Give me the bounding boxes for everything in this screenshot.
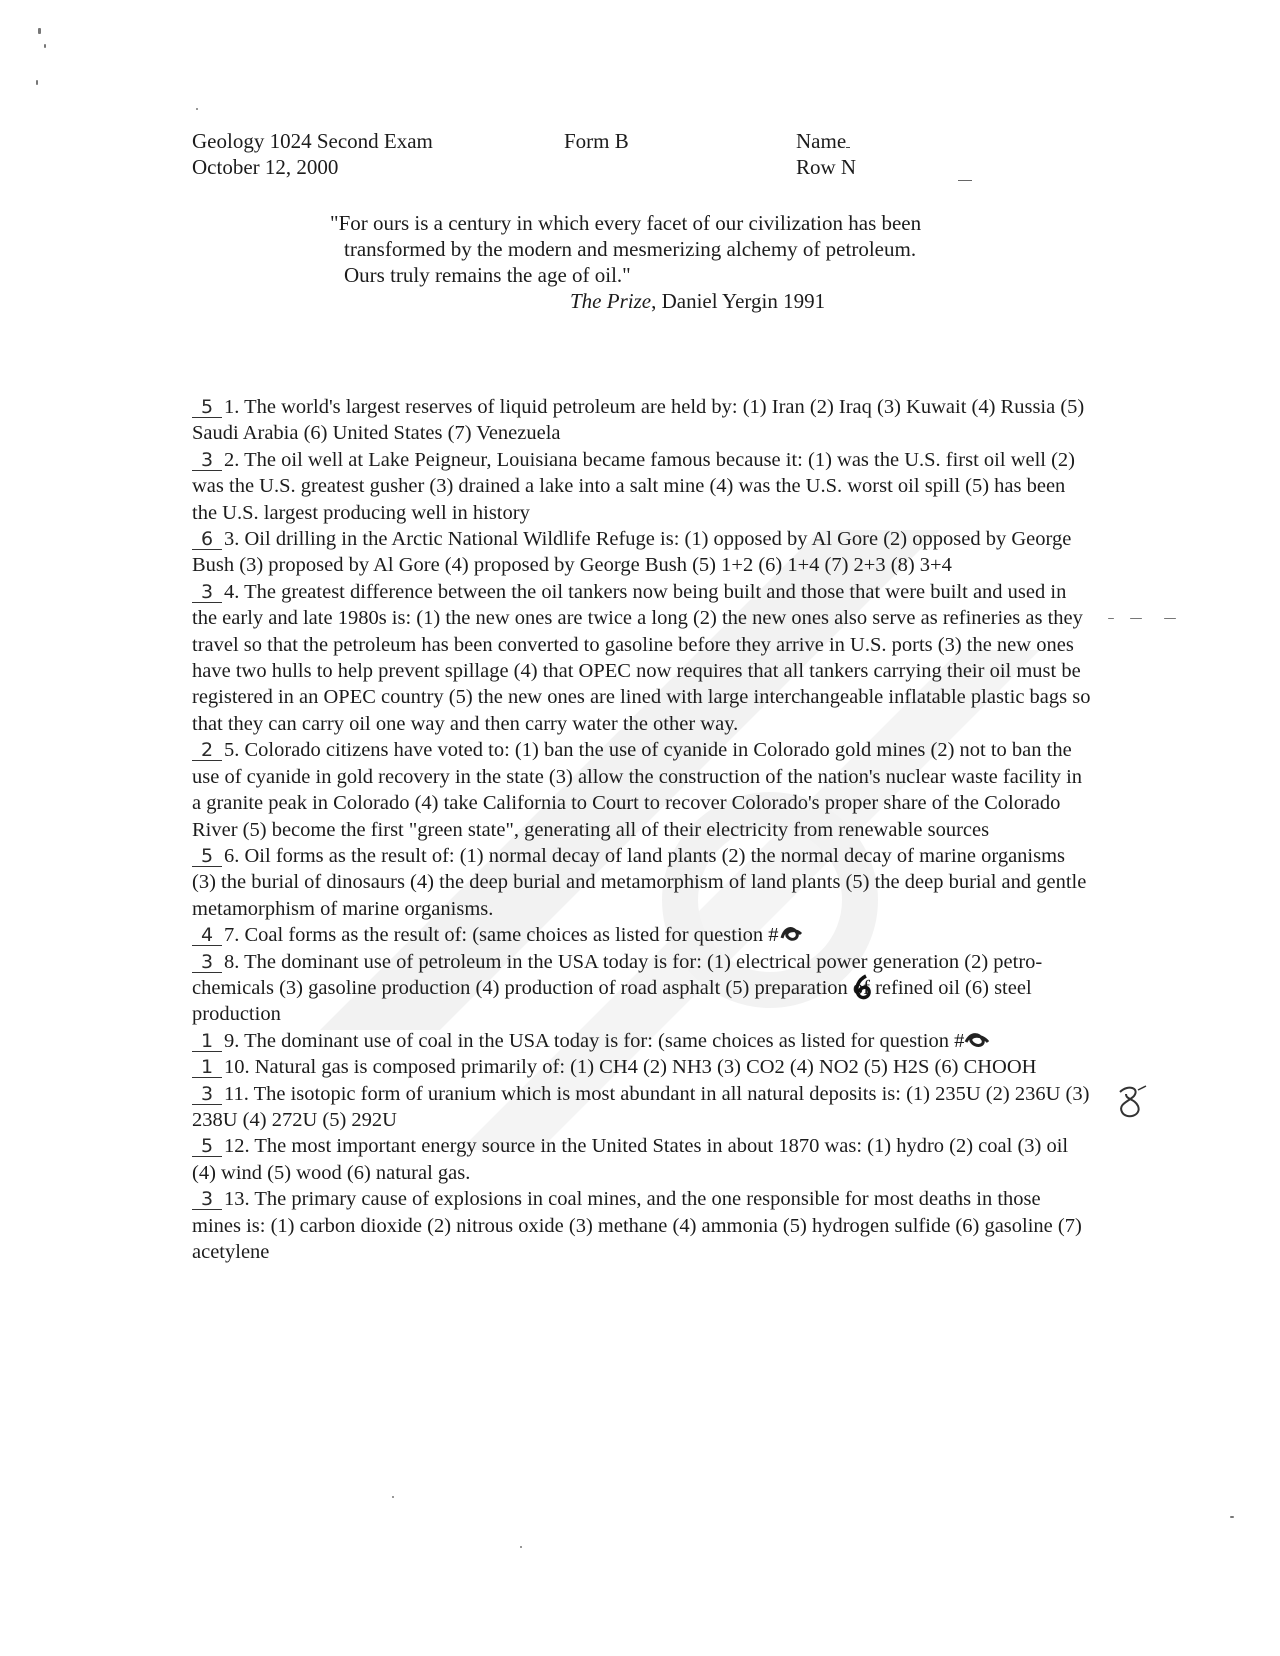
- epigraph-quote: [330, 210, 1010, 314]
- question-text: 4. The greatest difference between the oil tankers now being built and those that were built and used in the early and late 1980s is: (1) the new ones are twice a long (2) the new ones also serve as refineries as they travel so that the petroleum has been converted to gasoline before they arrive in U.S. ports (3) the new ones have two hulls to help prevent spillage (4) that OPEC now requires that all tankers carrying their oil must be registered in an OPEC country (5) the new ones are lined with large interchangeable inflatable plastic bags so that they can carry oil one way and then carry water the other way.: [192, 580, 1091, 735]
- question-item: [192, 1186, 1092, 1265]
- scan-speck: [36, 80, 38, 85]
- scan-speck: [1130, 618, 1142, 619]
- question-item: [192, 447, 1092, 526]
- scan-speck: [38, 28, 41, 34]
- question-text: 8. The dominant use of petroleum in the USA today is for: (1) electrical power generation (2) petro-chemicals (3) gasoline production (4) production of road asphalt (5) preparation of refined oil (6) steel production: [192, 950, 1043, 1026]
- source-title: The Prize: [570, 289, 652, 313]
- handwritten-six-icon: [852, 974, 874, 1000]
- row-label: Row N: [796, 155, 857, 179]
- source-author: , Daniel Yergin 1991: [651, 289, 826, 313]
- question-text: 9. The dominant use of coal in the USA today is for: (same choices as listed for question #: [224, 1029, 965, 1052]
- question-item: [192, 737, 1092, 843]
- answer-blank[interactable]: 3: [192, 952, 222, 973]
- question-item: [192, 394, 1092, 447]
- question-text: 12. The most important energy source in the United States in about 1870 was: (1) hydro (2) coal (3) oil (4) wind (5) wood (6) natural gas.: [192, 1135, 1069, 1184]
- margin-scribble-icon: [1112, 1082, 1152, 1122]
- question-item: [192, 526, 1092, 579]
- exam-header: [192, 128, 872, 188]
- question-list: [192, 394, 1092, 1265]
- question-text: 3. Oil drilling in the Arctic National Wildlife Refuge is: (1) opposed by Al Gore (2) opposed by George Bush (3) proposed by Al Gore (4) proposed by George Bush (5) 1+2 (6) 1+4 (7) 2+3 (8) 3+4: [192, 528, 1072, 577]
- answer-blank[interactable]: 3: [192, 1084, 222, 1105]
- exam-date: October 12, 2000: [192, 155, 339, 179]
- quote-line: "For ours is a century in which every facet of our civilization has been: [330, 211, 922, 235]
- question-item: [192, 579, 1092, 737]
- question-item: [192, 922, 1092, 948]
- question-item: [192, 843, 1092, 922]
- quote-line: Ours truly remains the age of oil.": [344, 263, 631, 287]
- answer-blank[interactable]: 1: [192, 1057, 222, 1078]
- header-left: [192, 128, 433, 180]
- name-label: Name: [796, 129, 847, 153]
- answer-blank[interactable]: 3: [192, 1189, 222, 1210]
- answer-blank[interactable]: 5: [192, 846, 222, 867]
- answer-blank[interactable]: 3: [192, 450, 222, 471]
- scan-speck: [1164, 618, 1176, 619]
- answer-blank[interactable]: 1: [192, 1031, 222, 1052]
- question-item: [192, 1054, 1092, 1080]
- scan-speck: [1108, 618, 1114, 619]
- question-item: [192, 1133, 1092, 1186]
- scribble-mark: [964, 1030, 990, 1050]
- question-text: 13. The primary cause of explosions in coal mines, and the one responsible for most deaths in those mines is: (1) carbon dioxide (2) nitrous oxide (3) methane (4) ammonia (5) hydrogen sulfide (6) gasoline (7) acetylene: [192, 1188, 1082, 1263]
- name-blank[interactable]: [846, 147, 850, 148]
- answer-blank[interactable]: 6: [192, 529, 222, 550]
- course-title: Geology 1024 Second Exam: [192, 129, 433, 153]
- question-text: 1. The world's largest reserves of liquid petroleum are held by: (1) Iran (2) Iraq (3) Kuwait (4) Russia (5) Saudi Arabia (6) United States (7) Venezuela: [192, 396, 1085, 445]
- scan-speck: [1230, 1516, 1234, 1518]
- scan-speck: [196, 108, 198, 110]
- scan-speck: [520, 1546, 522, 1548]
- question-item: [192, 1081, 1092, 1134]
- row-blank[interactable]: [958, 180, 972, 181]
- answer-blank[interactable]: 4: [192, 925, 222, 946]
- scribble-mark: [779, 924, 805, 944]
- question-item: [192, 1028, 1092, 1054]
- question-text: 11. The isotopic form of uranium which is most abundant in all natural deposits is: (1) 235U (2) 236U (3) 238U (4) 272U (5) 292U: [192, 1082, 1090, 1131]
- question-text: 7. Coal forms as the result of: (same choices as listed for question #: [224, 924, 779, 947]
- answer-blank[interactable]: 2: [192, 740, 222, 761]
- form-label: Form B: [564, 129, 629, 153]
- scan-speck: [44, 44, 46, 48]
- answer-blank[interactable]: 5: [192, 1136, 222, 1157]
- scan-speck: [392, 1496, 394, 1498]
- question-text: 5. Colorado citizens have voted to: (1) ban the use of cyanide in Colorado gold mines (2) not to ban the use of cyanide in gold recovery in the state (3) allow the construction of the nation's nuclear waste facility in a granite peak in Colorado (4) take California to Court to recover Colorado's proper share of the Colorado River (5) become the first "green state", generating all of their electricity from renewable sources: [192, 739, 1083, 841]
- quote-attribution: [330, 288, 1010, 314]
- question-item: [192, 949, 1092, 1028]
- question-text: 6. Oil forms as the result of: (1) normal decay of land plants (2) the normal decay of marine organisms (3) the burial of dinosaurs (4) the deep burial and metamorphism of land plants (5) the deep burial and gentle metamorphism of marine organisms.: [192, 844, 1087, 920]
- header-right: [796, 128, 856, 180]
- question-text: 2. The oil well at Lake Peigneur, Louisiana became famous because it: (1) was the U.S. first oil well (2) was the U.S. greatest gusher (3) drained a lake into a salt mine (4) was the U.S. worst oil spill (5) has been the U.S. largest producing well in history: [192, 448, 1076, 524]
- answer-blank[interactable]: 3: [192, 582, 222, 603]
- question-text: 10. Natural gas is composed primarily of: (1) CH4 (2) NH3 (3) CO2 (4) NO2 (5) H2S (6) CHOOH: [224, 1056, 1037, 1079]
- answer-blank[interactable]: 5: [192, 397, 222, 418]
- quote-line: transformed by the modern and mesmerizing alchemy of petroleum.: [344, 237, 917, 261]
